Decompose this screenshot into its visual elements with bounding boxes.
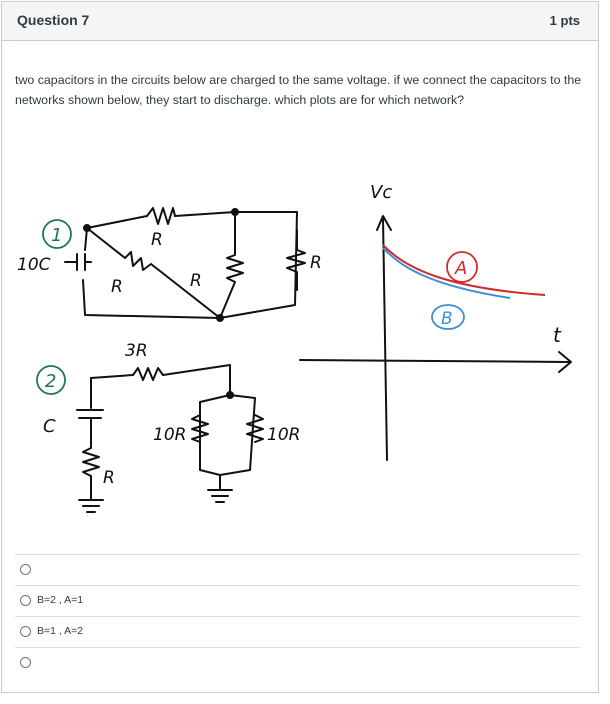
circuit1-wires xyxy=(83,212,297,318)
plot-x-axis xyxy=(300,352,571,372)
circuit2-series-resistor-label: 3R xyxy=(125,341,148,361)
circuit2-right-parallel-label: 10R xyxy=(267,425,301,445)
circuit2-right-parallel-resistor xyxy=(247,415,263,442)
question-header xyxy=(2,2,598,41)
answer-option-2[interactable] xyxy=(15,585,580,616)
question-points: 1 pts xyxy=(549,13,580,28)
circuit2-capacitor-label: C xyxy=(43,416,56,437)
plot-x-label: t xyxy=(553,323,561,347)
plot-y-label: Vc xyxy=(370,182,393,203)
curve-a-label: A xyxy=(455,258,468,279)
answer-radio-1[interactable] xyxy=(20,564,31,575)
answer-radio-4[interactable] xyxy=(20,657,31,668)
answer-option-1[interactable] xyxy=(15,554,580,585)
answer-label-2: B=2 , A=1 xyxy=(37,594,84,606)
circuit-and-plot-drawing xyxy=(15,170,585,540)
answer-radio-2[interactable] xyxy=(20,595,31,606)
circuit1-resistor-label-middle: R xyxy=(190,271,202,291)
circuit2-bottom-resistor xyxy=(83,448,99,500)
circuit1-resistor-label-top: R xyxy=(151,230,163,250)
circuit1-middle-resistor xyxy=(220,212,243,318)
circuit1-resistor-label-right: R xyxy=(310,253,322,273)
circuit1-number: 1 xyxy=(51,225,63,246)
circuit2-series-resistor xyxy=(133,368,163,380)
circuit2-node xyxy=(227,392,233,398)
question-figure xyxy=(15,170,585,540)
curve-b-label: B xyxy=(441,309,453,329)
answer-radio-3[interactable] xyxy=(20,626,31,637)
circuit1-node-a xyxy=(84,225,90,231)
circuit1-top-resistor xyxy=(147,208,175,224)
circuit2-ground-right xyxy=(208,490,232,502)
circuit2-left-parallel-label: 10R xyxy=(153,425,187,445)
answer-option-4[interactable] xyxy=(15,647,580,678)
answer-list xyxy=(15,554,580,678)
circuit2-number: 2 xyxy=(45,371,57,392)
circuit1-right-resistor xyxy=(287,230,305,290)
circuit2-ground-left xyxy=(79,500,103,512)
curve-b xyxy=(383,248,510,298)
circuit1-resistor-label-diagonal: R xyxy=(111,277,123,297)
circuit2-bottom-resistor-label: R xyxy=(103,468,115,488)
answer-label-3: B=1 , A=2 xyxy=(37,625,84,637)
circuit1-node-c xyxy=(217,315,223,321)
question-text: two capacitors in the circuits below are charged to the same voltage. if we connect the capacitors to the networks shown below, they start to discharge. which plots are for which network? xyxy=(15,73,582,107)
circuit1-capacitor xyxy=(65,254,91,270)
circuit2-capacitor xyxy=(77,410,103,448)
circuit1-node-b xyxy=(232,209,238,215)
answer-option-3[interactable] xyxy=(15,616,580,647)
question-title: Question 7 xyxy=(17,12,90,28)
circuit1-capacitor-label: 10C xyxy=(17,255,51,275)
